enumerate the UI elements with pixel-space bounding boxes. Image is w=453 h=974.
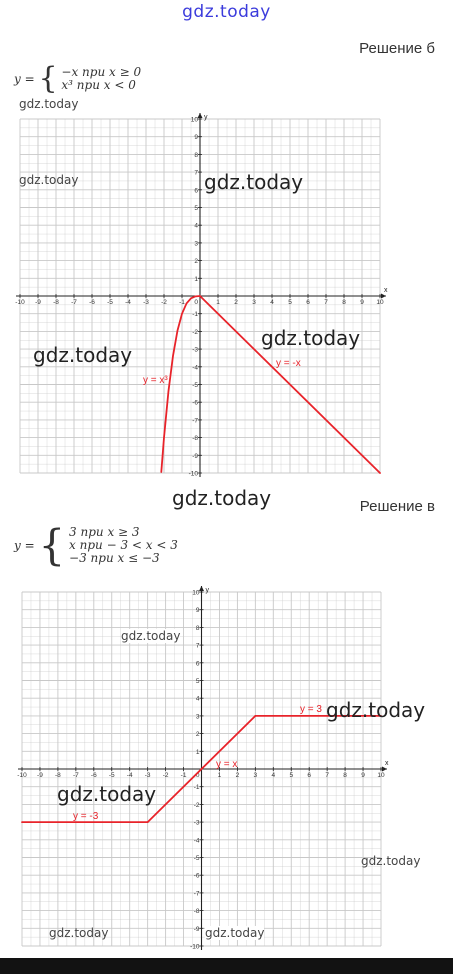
x-tick-label: -1 (179, 299, 185, 306)
x-tick-label: -5 (108, 772, 115, 779)
y-tick-label: 3 (195, 713, 200, 721)
y-tick-label: -10 (188, 470, 198, 478)
watermark: gdz.today (57, 782, 157, 806)
x-tick-label: -1 (180, 772, 187, 779)
formula-c-line-3: −3 при x ≤ −3 (69, 551, 160, 565)
y-tick-label: 10 (192, 589, 200, 597)
x-tick-label: -5 (107, 299, 113, 306)
x-tick-label: -9 (37, 772, 43, 779)
x-tick-label: -9 (35, 299, 41, 306)
y-tick-label: 1 (195, 748, 200, 756)
formula-c-line-2: x при − 3 < x < 3 (69, 538, 178, 552)
y-axis-label: y (204, 114, 208, 121)
watermark: gdz.today (19, 97, 79, 111)
y-tick-label: 8 (195, 624, 200, 632)
y-tick-label: -1 (192, 311, 198, 319)
x-tick-label: 1 (216, 299, 220, 306)
y-tick-label: 10 (190, 116, 198, 124)
x-tick-label: -2 (161, 299, 167, 306)
x-tick-label: -4 (126, 772, 133, 779)
y-tick-label: -6 (193, 872, 200, 880)
x-tick-label: 6 (306, 299, 310, 306)
formula-b (14, 61, 142, 96)
y-tick-label: -6 (192, 399, 198, 407)
y-tick-label: 4 (194, 222, 198, 230)
y-tick-label: -1 (193, 784, 200, 792)
y-tick-label: 8 (194, 151, 198, 159)
x-tick-label: 3 (253, 772, 258, 779)
x-tick-label: -6 (89, 299, 95, 306)
x-tick-label: 7 (324, 299, 328, 306)
formula-b-brace: { (38, 61, 58, 96)
x-tick-label: -7 (71, 299, 77, 306)
site-title[interactable]: gdz.today (182, 2, 271, 22)
solution-c-heading: Решение в (359, 498, 435, 515)
y-tick-label: -8 (192, 435, 198, 443)
formula-b-line-2: x³ при x < 0 (61, 78, 136, 92)
y-tick-label: -3 (193, 819, 200, 827)
y-tick-label: -7 (193, 890, 200, 898)
x-tick-label: -2 (162, 772, 169, 779)
watermark: gdz.today (204, 170, 304, 194)
chart-b (0, 105, 453, 500)
watermark: gdz.today (121, 629, 181, 643)
x-tick-label: -6 (90, 772, 97, 779)
x-tick-label: 7 (325, 772, 329, 779)
x-tick-label: 5 (289, 772, 294, 779)
origin-label: 0 (195, 772, 200, 779)
x-axis-label: x (384, 287, 388, 294)
y-tick-label: -9 (193, 925, 200, 933)
y-tick-label: 6 (195, 660, 200, 668)
watermark: gdz.today (361, 854, 421, 868)
x-tick-label: 4 (271, 772, 276, 779)
x-tick-label: 3 (252, 299, 256, 306)
y-tick-label: -10 (190, 943, 200, 951)
label-y-neg-3: y = -3 (73, 811, 99, 822)
y-tick-label: 9 (194, 134, 198, 142)
y-tick-label: 1 (194, 275, 198, 283)
y-tick-label: 5 (194, 205, 198, 212)
y-tick-label: 2 (194, 258, 198, 266)
formula-c-brace: { (38, 520, 66, 570)
x-tick-label: -8 (55, 772, 61, 779)
origin-label: 0 (194, 299, 198, 306)
y-tick-label: 4 (195, 695, 200, 703)
solution-b-heading: Решение б (359, 40, 435, 57)
y-tick-label: -4 (192, 364, 198, 372)
x-tick-label: 10 (377, 772, 385, 779)
formula-b-line-1: −x при x ≥ 0 (61, 65, 142, 79)
watermark: gdz.today (19, 173, 79, 187)
x-axis-arrow (382, 767, 387, 772)
x-tick-label: -3 (144, 772, 151, 779)
y-tick-label: 7 (194, 169, 198, 177)
label-y-x-cubed: y = x³ (143, 375, 168, 386)
y-tick-label: -2 (192, 328, 198, 336)
y-axis-arrow (199, 586, 204, 591)
x-tick-label: 8 (343, 772, 347, 779)
x-tick-label: 2 (234, 299, 238, 306)
y-tick-label: -3 (192, 346, 198, 354)
watermark: gdz.today (172, 486, 272, 510)
x-tick-label: 10 (376, 299, 384, 306)
chart-c (0, 578, 453, 958)
watermark: gdz.today (49, 926, 109, 940)
x-tick-label: 5 (288, 299, 292, 306)
formula-c-lhs: y = (14, 538, 35, 553)
x-tick-label: -3 (143, 299, 149, 306)
y-tick-label: -9 (192, 452, 198, 460)
label-y-3: y = 3 (300, 704, 322, 715)
x-tick-label: 9 (361, 772, 365, 779)
formula-c (14, 520, 178, 570)
chart-b-axes (16, 113, 388, 477)
x-tick-label: 8 (342, 299, 346, 306)
y-axis-arrow (198, 113, 203, 118)
label-y-neg-x: y = -x (276, 358, 301, 369)
y-tick-label: 5 (195, 678, 200, 685)
y-tick-label: -5 (193, 855, 200, 862)
watermark: gdz.today (261, 326, 361, 350)
x-tick-label: 4 (270, 299, 274, 306)
x-tick-label: -7 (72, 772, 79, 779)
formula-b-lhs: y = (14, 72, 35, 86)
x-tick-label: 1 (217, 772, 222, 779)
x-axis-arrow (381, 294, 386, 299)
x-tick-label: 6 (307, 772, 312, 779)
y-tick-label: 9 (195, 607, 200, 615)
y-tick-label: 3 (194, 240, 198, 248)
watermark: gdz.today (33, 343, 133, 367)
x-tick-label: 9 (360, 299, 364, 306)
x-tick-label: -10 (15, 299, 25, 306)
x-tick-label: 2 (235, 772, 240, 779)
label-y-x: y = x (216, 759, 238, 770)
y-tick-label: 7 (195, 642, 200, 650)
y-tick-label: -7 (192, 417, 198, 425)
x-tick-label: -10 (17, 772, 27, 779)
x-axis-label: x (385, 760, 389, 767)
bottom-bar (0, 958, 453, 974)
y-tick-label: 6 (194, 187, 198, 195)
formula-c-line-1: 3 при x ≥ 3 (69, 525, 140, 539)
y-tick-label: 2 (195, 731, 200, 739)
watermark: gdz.today (205, 926, 265, 940)
x-tick-label: -4 (125, 299, 131, 306)
y-tick-label: -5 (192, 382, 198, 389)
y-tick-label: -8 (193, 908, 200, 916)
y-tick-label: -2 (193, 801, 200, 809)
watermark: gdz.today (326, 698, 426, 722)
x-tick-label: -8 (53, 299, 59, 306)
y-tick-label: -4 (193, 837, 200, 845)
y-axis-label: y (205, 587, 209, 594)
